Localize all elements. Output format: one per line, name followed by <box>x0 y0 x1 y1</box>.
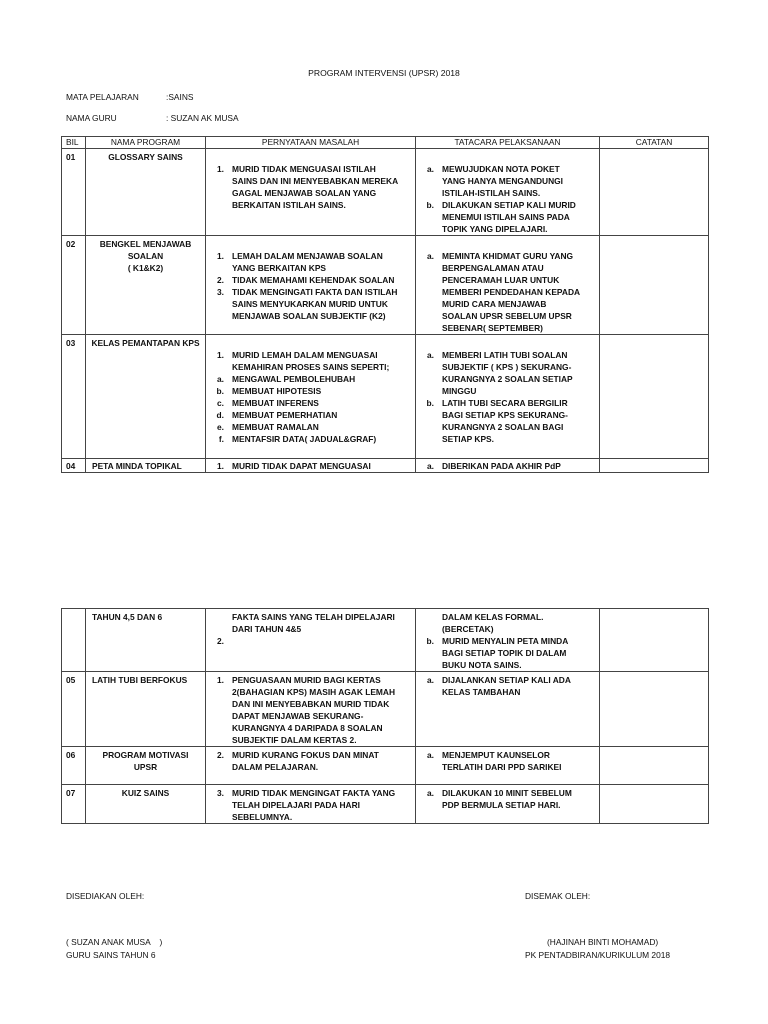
header-nama-program: NAMA PROGRAM <box>86 137 206 149</box>
list-item: a. MENGAWAL PEMBOLEHUBAH <box>217 374 356 384</box>
row-tatacara <box>416 747 600 785</box>
subject-value: :SAINS <box>166 92 194 102</box>
row-bil: 02 <box>62 236 86 335</box>
list-item: b. MURID MENYALIN PETA MINDA BAGI SETIAP TOPIK DI DALAM BUKU NOTA SAINS. <box>426 636 569 670</box>
list-item: 3. TIDAK MENGINGATI FAKTA DAN ISTILAH SAINS MENYUKARKAN MURID UNTUK MENJAWAB SOALAN SUBJEKTIF (K2) <box>217 287 398 321</box>
list-item: 1. MURID TIDAK MENGUASAI ISTILAH SAINS DAN INI MENYEBABKAN MEREKA GAGAL MENJAWAB SOALAN YANG BERKAITAN ISTILAH SAINS. <box>217 164 399 210</box>
row-program: KELAS PEMANTAPAN KPS <box>86 335 206 459</box>
row-tatacara <box>416 149 600 236</box>
list-item: b. MEMBUAT HIPOTESIS <box>216 386 322 396</box>
table-header-row <box>62 137 709 149</box>
row-tatacara <box>416 785 600 824</box>
list-item: a. MEMINTA KHIDMAT GURU YANG BERPENGALAMAN ATAU PENCERAMAH LUAR UNTUK MEMBERI PENDEDAHAN KEPADA MURID CARA MENJAWAB SOALAN UPSR SEBELUM UPSR SEBENAR( SEPTEMBER) <box>427 251 581 333</box>
row-bil <box>62 609 86 672</box>
row-tatacara <box>416 335 600 459</box>
table-row <box>62 672 709 747</box>
list-item: 2. TIDAK MEMAHAMI KEHENDAK SOALAN <box>217 275 395 285</box>
list-item: f. MENTAFSIR DATA( JADUAL&GRAF) <box>218 434 377 444</box>
header-catatan: CATATAN <box>600 137 709 149</box>
row-bil: 07 <box>62 785 86 824</box>
page-title: PROGRAM INTERVENSI (UPSR) 2018 <box>308 68 460 78</box>
list-item: a. MEWUJUDKAN NOTA POKET YANG HANYA MENGANDUNGI ISTILAH-ISTILAH SAINS. <box>427 164 563 198</box>
row-bil: 03 <box>62 335 86 459</box>
list-item: 2. MURID KURANG FOKUS DAN MINAT DALAM PELAJARAN. <box>217 750 379 772</box>
row-catatan <box>600 609 709 672</box>
table-row <box>62 236 709 335</box>
list-item: a. DIBERIKAN PADA AKHIR PdP <box>427 461 561 471</box>
list-item: 1. PENGUASAAN MURID BAGI KERTAS 2(BAHAGIAN KPS) MASIH AGAK LEMAH DAN INI MENYEBABKAN MURID TIDAK DAPAT MENJAWAB SEKURANG- KURANGNYA 4 DARIPADA 8 SOALAN SUBJEKTIF DALAM KERTAS 2. <box>217 675 396 745</box>
subject-label: MATA PELAJARAN <box>66 92 139 102</box>
list-item: 3. MURID TIDAK MENGINGAT FAKTA YANG TELAH DIPELAJARI PADA HARI SEBELUMNYA. <box>217 788 396 822</box>
list-item: a. MEMBERI LATIH TUBI SOALAN SUBJEKTIF ( KPS ) SEKURANG- KURANGNYA 2 SOALAN SETIAP MINGGU <box>427 350 573 396</box>
row-program: LATIH TUBI BERFOKUS <box>86 672 206 747</box>
program-table-part1 <box>61 136 709 473</box>
table-row <box>62 609 709 672</box>
list-item: 1. MURID LEMAH DALAM MENGUASAI KEMAHIRAN PROSES SAINS SEPERTI; <box>217 350 390 372</box>
list-item: b. DILAKUKAN SETIAP KALI MURID MENEMUI ISTILAH SAINS PADA TOPIK YANG DIPELAJARI. <box>426 200 576 234</box>
row-bil: 05 <box>62 672 86 747</box>
list-item: e. MEMBUAT RAMALAN <box>217 422 319 432</box>
row-program: PROGRAM MOTIVASI UPSR <box>86 747 206 785</box>
list-item: a. DIJALANKAN SETIAP KALI ADA KELAS TAMBAHAN <box>427 675 571 697</box>
row-masalah <box>206 459 416 473</box>
row-masalah <box>206 747 416 785</box>
list-item: 1. MURID TIDAK DAPAT MENGUASAI <box>217 461 371 471</box>
list-item: d. MEMBUAT PEMERHATIAN <box>216 410 338 420</box>
table-row <box>62 785 709 824</box>
row-masalah <box>206 785 416 824</box>
row-tatacara <box>416 236 600 335</box>
row-catatan <box>600 785 709 824</box>
row-catatan <box>600 672 709 747</box>
row-bil: 01 <box>62 149 86 236</box>
row-catatan <box>600 459 709 473</box>
row-program: PETA MINDA TOPIKAL <box>86 459 206 473</box>
checker-title: PK PENTADBIRAN/KURIKULUM 2018 <box>525 950 671 960</box>
row-program: KUIZ SAINS <box>86 785 206 824</box>
row-tatacara <box>416 459 600 473</box>
row-masalah <box>206 672 416 747</box>
row-masalah <box>206 236 416 335</box>
row-catatan <box>600 747 709 785</box>
row-catatan <box>600 236 709 335</box>
row-tatacara <box>416 609 600 672</box>
list-item: DALAM KELAS FORMAL. (BERCETAK) <box>442 612 544 634</box>
program-table-part2 <box>61 608 709 824</box>
header-tatacara-pelaksanaan: TATACARA PELAKSANAAN <box>416 137 600 149</box>
row-masalah <box>206 149 416 236</box>
teacher-value: : SUZAN AK MUSA <box>166 113 239 123</box>
header-pernyataan-masalah: PERNYATAAN MASALAH <box>206 137 416 149</box>
list-item: a. MENJEMPUT KAUNSELOR TERLATIH DARI PPD SARIKEI <box>427 750 562 772</box>
table-row <box>62 335 709 459</box>
list-item: c. MEMBUAT INFERENS <box>217 398 319 408</box>
list-item: b. LATIH TUBI SECARA BERGILIR BAGI SETIAP KPS SEKURANG- KURANGNYA 2 SOALAN BAGI SETIAP KPS. <box>426 398 568 444</box>
teacher-label: NAMA GURU <box>66 113 117 123</box>
row-program: BENGKEL MENJAWAB SOALAN ( K1&K2) <box>86 236 206 335</box>
preparer-name: ( SUZAN ANAK MUSA ) <box>66 937 163 947</box>
prepared-by-label: DISEDIAKAN OLEH: <box>66 891 145 901</box>
header-bil: BIL <box>62 137 86 149</box>
row-masalah <box>206 335 416 459</box>
list-item: FAKTA SAINS YANG TELAH DIPELAJARI DARI TAHUN 4&5 <box>232 612 395 634</box>
table-row <box>62 149 709 236</box>
preparer-title: GURU SAINS TAHUN 6 <box>66 950 156 960</box>
checker-name: (HAJINAH BINTI MOHAMAD) <box>547 937 659 947</box>
row-bil: 04 <box>62 459 86 473</box>
row-masalah: FAKTA SAINS YANG TELAH DIPELAJARI DARI TAHUN 4&5 2. <box>206 609 416 672</box>
row-catatan <box>600 149 709 236</box>
checked-by-label: DISEMAK OLEH: <box>525 891 591 901</box>
row-program: GLOSSARY SAINS <box>86 149 206 236</box>
row-tatacara <box>416 672 600 747</box>
list-item: a. DILAKUKAN 10 MINIT SEBELUM PDP BERMULA SETIAP HARI. <box>427 788 572 810</box>
row-catatan <box>600 335 709 459</box>
row-program: TAHUN 4,5 DAN 6 <box>86 609 206 672</box>
table-row <box>62 459 709 473</box>
row-bil: 06 <box>62 747 86 785</box>
table-row <box>62 747 709 785</box>
list-item: 1. LEMAH DALAM MENJAWAB SOALAN YANG BERKAITAN KPS <box>217 251 383 273</box>
